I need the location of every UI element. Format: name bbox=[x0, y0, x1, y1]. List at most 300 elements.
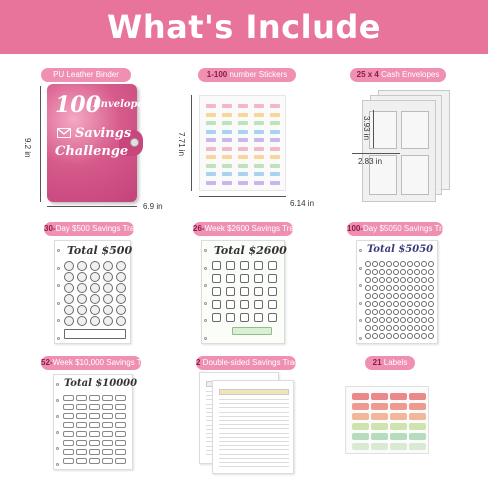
savings-coin bbox=[90, 305, 100, 315]
savings-badge bbox=[240, 287, 249, 296]
label-sticker bbox=[390, 393, 407, 400]
table-row-line bbox=[219, 466, 289, 467]
savings-badge bbox=[212, 261, 221, 270]
savings-cell bbox=[102, 458, 113, 464]
savings-coin bbox=[64, 283, 74, 293]
number-sticker bbox=[254, 130, 264, 134]
label-sticker bbox=[390, 433, 407, 440]
binder-hole bbox=[204, 284, 207, 287]
savings-cell bbox=[89, 458, 100, 464]
envelopes-height: 3.93 in bbox=[362, 116, 371, 141]
savings-cell bbox=[63, 449, 74, 455]
savings-dot bbox=[365, 269, 371, 275]
savings-cell bbox=[76, 422, 87, 428]
savings-dot bbox=[393, 277, 399, 283]
table-row-line bbox=[219, 412, 289, 413]
savings-cell bbox=[89, 431, 100, 437]
savings-dot bbox=[414, 269, 420, 275]
savings-cell bbox=[115, 431, 126, 437]
savings-dot bbox=[386, 317, 392, 323]
double-sided-sheet-front bbox=[212, 380, 294, 474]
savings-coin bbox=[90, 283, 100, 293]
savings-dot bbox=[421, 285, 427, 291]
savings-dot bbox=[428, 293, 434, 299]
binder-width-line bbox=[47, 206, 137, 207]
savings-dot bbox=[421, 325, 427, 331]
savings-dot bbox=[372, 293, 378, 299]
savings-dot bbox=[428, 277, 434, 283]
savings-dot bbox=[365, 333, 371, 339]
savings-dot bbox=[428, 301, 434, 307]
table-row-line bbox=[219, 445, 289, 446]
savings-dot bbox=[400, 277, 406, 283]
savings-dot bbox=[365, 325, 371, 331]
savings-badge bbox=[226, 261, 235, 270]
savings-dot bbox=[414, 277, 420, 283]
savings-dot bbox=[421, 317, 427, 323]
envelopes-label: 25 x 4 Cash Envelopes bbox=[350, 68, 446, 82]
label-sticker bbox=[371, 433, 388, 440]
binder-hole bbox=[359, 249, 362, 252]
table-row-line bbox=[219, 454, 289, 455]
savings-dot bbox=[400, 269, 406, 275]
savings-coin bbox=[64, 294, 74, 304]
savings-dot bbox=[421, 277, 427, 283]
savings-dot bbox=[393, 293, 399, 299]
savings-coin bbox=[103, 305, 113, 315]
label-sticker bbox=[409, 413, 426, 420]
number-sticker bbox=[206, 121, 216, 125]
label-sheet bbox=[345, 386, 429, 454]
page-title: What's Include bbox=[107, 8, 381, 46]
savings-dot bbox=[407, 333, 413, 339]
savings-badge bbox=[268, 287, 277, 296]
savings-cell bbox=[63, 440, 74, 446]
savings-cell bbox=[115, 449, 126, 455]
number-sticker bbox=[206, 155, 216, 159]
savings-dot bbox=[379, 269, 385, 275]
savings-dot bbox=[428, 309, 434, 315]
number-sticker bbox=[238, 130, 248, 134]
savings-dot bbox=[372, 261, 378, 267]
savings-dot bbox=[407, 293, 413, 299]
tracker-500-sheet bbox=[54, 240, 131, 344]
savings-coin bbox=[77, 283, 87, 293]
number-sticker bbox=[222, 104, 232, 108]
savings-coin bbox=[116, 316, 126, 326]
savings-dot bbox=[372, 269, 378, 275]
table-row-line bbox=[219, 428, 289, 429]
savings-dot bbox=[428, 333, 434, 339]
savings-dot bbox=[372, 301, 378, 307]
savings-dot bbox=[414, 333, 420, 339]
savings-cell bbox=[89, 449, 100, 455]
savings-coin bbox=[77, 261, 87, 271]
savings-dot bbox=[414, 285, 420, 291]
label-sticker bbox=[352, 413, 369, 420]
savings-dot bbox=[400, 325, 406, 331]
savings-dot bbox=[379, 325, 385, 331]
savings-cell bbox=[102, 440, 113, 446]
double-sided-label: 2 Double-sided Savings Trackers bbox=[196, 356, 296, 370]
label-sticker bbox=[390, 403, 407, 410]
savings-dot bbox=[407, 285, 413, 291]
savings-dot bbox=[379, 333, 385, 339]
savings-dot bbox=[400, 293, 406, 299]
savings-dot bbox=[372, 333, 378, 339]
savings-dot bbox=[414, 317, 420, 323]
savings-dot bbox=[414, 325, 420, 331]
stickers-width-line bbox=[199, 196, 286, 197]
savings-dot bbox=[421, 333, 427, 339]
envelopes-height-line bbox=[373, 110, 374, 148]
savings-dot bbox=[379, 301, 385, 307]
binder-hole bbox=[204, 319, 207, 322]
tracker-10000-label: 52-Week $10,000 Savings Tracker bbox=[41, 356, 141, 370]
number-sticker bbox=[270, 130, 280, 134]
savings-dot bbox=[407, 309, 413, 315]
table-row-line bbox=[219, 462, 289, 463]
savings-cell bbox=[115, 440, 126, 446]
binder-hole bbox=[56, 463, 59, 466]
savings-dot bbox=[386, 301, 392, 307]
savings-coin bbox=[116, 294, 126, 304]
savings-dot bbox=[400, 261, 406, 267]
binder-width: 6.9 in bbox=[143, 202, 163, 211]
savings-coin bbox=[103, 283, 113, 293]
savings-dot bbox=[365, 309, 371, 315]
savings-dot bbox=[365, 261, 371, 267]
savings-cell bbox=[115, 422, 126, 428]
sticker-sheet bbox=[199, 95, 286, 191]
savings-cell bbox=[102, 404, 113, 410]
savings-dot bbox=[421, 293, 427, 299]
savings-cell bbox=[63, 431, 74, 437]
envelope-pocket-4 bbox=[401, 155, 429, 195]
envelope-icon bbox=[57, 128, 71, 138]
binder-hole bbox=[57, 249, 60, 252]
number-sticker bbox=[270, 138, 280, 142]
number-sticker bbox=[238, 155, 248, 159]
savings-cell bbox=[76, 404, 87, 410]
savings-cell bbox=[115, 413, 126, 419]
savings-coin bbox=[116, 261, 126, 271]
savings-dot bbox=[421, 301, 427, 307]
tracker-10000-title: Total $10000 bbox=[64, 378, 138, 389]
label-sticker bbox=[390, 443, 407, 450]
number-sticker bbox=[238, 138, 248, 142]
tracker-5050-sheet bbox=[356, 240, 438, 344]
label-sticker bbox=[371, 443, 388, 450]
binder-hole bbox=[359, 267, 362, 270]
challenge-box bbox=[64, 329, 126, 339]
binder-height-line bbox=[40, 86, 41, 202]
savings-badge bbox=[226, 300, 235, 309]
table-row-line bbox=[219, 416, 289, 417]
tracker-5050-title: Total $5050 bbox=[367, 244, 434, 255]
savings-dot bbox=[379, 285, 385, 291]
tracker-2600-sheet bbox=[201, 240, 285, 344]
number-sticker bbox=[238, 172, 248, 176]
label-sticker bbox=[352, 423, 369, 430]
label-sticker bbox=[371, 403, 388, 410]
savings-badge bbox=[226, 287, 235, 296]
savings-dot bbox=[386, 293, 392, 299]
savings-coin bbox=[64, 316, 74, 326]
savings-cell bbox=[89, 440, 100, 446]
binder-hole bbox=[56, 415, 59, 418]
savings-coin bbox=[116, 283, 126, 293]
savings-cell bbox=[63, 395, 74, 401]
number-sticker bbox=[222, 164, 232, 168]
notes-box bbox=[232, 327, 272, 335]
tracker-2600-title: Total $2600 bbox=[214, 244, 287, 257]
savings-cell bbox=[102, 413, 113, 419]
savings-coin bbox=[77, 272, 87, 282]
label-sticker bbox=[371, 393, 388, 400]
savings-cell bbox=[76, 431, 87, 437]
savings-badge bbox=[240, 274, 249, 283]
stickers-height-line bbox=[191, 95, 192, 191]
savings-dot bbox=[407, 261, 413, 267]
binder-hole bbox=[57, 284, 60, 287]
binder-hole bbox=[359, 337, 362, 340]
binder-hole bbox=[204, 337, 207, 340]
binder-hole bbox=[359, 319, 362, 322]
savings-dot bbox=[379, 293, 385, 299]
number-sticker bbox=[222, 121, 232, 125]
label-sticker bbox=[390, 423, 407, 430]
savings-dot bbox=[407, 277, 413, 283]
number-sticker bbox=[254, 172, 264, 176]
savings-coin bbox=[64, 272, 74, 282]
savings-badge bbox=[268, 300, 277, 309]
savings-badge bbox=[254, 300, 263, 309]
savings-coin bbox=[103, 294, 113, 304]
stickers-height: 7.71 in bbox=[177, 132, 186, 157]
savings-dot bbox=[400, 333, 406, 339]
binder-hole bbox=[359, 302, 362, 305]
savings-dot bbox=[372, 285, 378, 291]
savings-coin bbox=[90, 272, 100, 282]
snap-button-icon bbox=[130, 138, 139, 147]
savings-coin bbox=[77, 305, 87, 315]
number-sticker bbox=[206, 164, 216, 168]
number-sticker bbox=[238, 181, 248, 185]
savings-cell bbox=[89, 404, 100, 410]
number-sticker bbox=[238, 164, 248, 168]
savings-cell bbox=[115, 404, 126, 410]
savings-dot bbox=[400, 309, 406, 315]
savings-dot bbox=[428, 261, 434, 267]
binder-hole bbox=[56, 447, 59, 450]
savings-dot bbox=[386, 285, 392, 291]
savings-dot bbox=[428, 317, 434, 323]
label-sticker bbox=[409, 403, 426, 410]
table-row-line bbox=[219, 403, 289, 404]
savings-coin bbox=[116, 305, 126, 315]
savings-cell bbox=[102, 431, 113, 437]
number-sticker bbox=[270, 113, 280, 117]
savings-coin bbox=[103, 316, 113, 326]
binder-label: PU Leather Binder bbox=[41, 68, 131, 82]
savings-dot bbox=[414, 301, 420, 307]
savings-cell bbox=[76, 395, 87, 401]
label-sticker bbox=[409, 423, 426, 430]
number-sticker bbox=[206, 130, 216, 134]
stickers-width: 6.14 in bbox=[290, 199, 315, 208]
savings-dot bbox=[400, 317, 406, 323]
number-sticker bbox=[254, 164, 264, 168]
number-sticker bbox=[222, 172, 232, 176]
number-sticker bbox=[238, 113, 248, 117]
savings-cell bbox=[63, 404, 74, 410]
tracker-500-title: Total $500 bbox=[67, 244, 133, 257]
savings-badge bbox=[254, 274, 263, 283]
number-sticker bbox=[254, 155, 264, 159]
savings-dot bbox=[421, 269, 427, 275]
binder-hole bbox=[57, 267, 60, 270]
savings-cell bbox=[76, 449, 87, 455]
savings-dot bbox=[428, 325, 434, 331]
savings-dot bbox=[386, 269, 392, 275]
savings-dot bbox=[428, 285, 434, 291]
number-sticker bbox=[270, 164, 280, 168]
savings-badge bbox=[226, 274, 235, 283]
savings-badge bbox=[268, 261, 277, 270]
savings-dot bbox=[372, 325, 378, 331]
binder-hole bbox=[204, 302, 207, 305]
savings-cell bbox=[102, 395, 113, 401]
binder-cover-number: 100 bbox=[55, 92, 101, 118]
savings-dot bbox=[365, 285, 371, 291]
savings-badge bbox=[268, 274, 277, 283]
savings-cell bbox=[63, 422, 74, 428]
binder-hole bbox=[204, 267, 207, 270]
number-sticker bbox=[222, 138, 232, 142]
binder-hole bbox=[57, 302, 60, 305]
savings-coin bbox=[103, 261, 113, 271]
savings-dot bbox=[407, 317, 413, 323]
savings-cell bbox=[89, 422, 100, 428]
savings-dot bbox=[379, 277, 385, 283]
table-row-line bbox=[219, 433, 289, 434]
savings-dot bbox=[386, 325, 392, 331]
number-sticker bbox=[254, 181, 264, 185]
savings-badge bbox=[240, 313, 249, 322]
label-sticker bbox=[352, 403, 369, 410]
savings-dot bbox=[400, 301, 406, 307]
savings-badge bbox=[226, 313, 235, 322]
savings-dot bbox=[407, 269, 413, 275]
table-row-line bbox=[219, 420, 289, 421]
savings-badge bbox=[254, 287, 263, 296]
savings-dot bbox=[393, 301, 399, 307]
savings-badge bbox=[212, 287, 221, 296]
savings-badge bbox=[268, 313, 277, 322]
number-sticker bbox=[206, 181, 216, 185]
savings-dot bbox=[386, 277, 392, 283]
label-sticker bbox=[352, 433, 369, 440]
envelopes-width-line bbox=[352, 153, 400, 154]
table-row-line bbox=[219, 437, 289, 438]
label-sticker bbox=[390, 413, 407, 420]
savings-dot bbox=[372, 277, 378, 283]
table-row-line bbox=[219, 424, 289, 425]
savings-dot bbox=[393, 261, 399, 267]
table-row-line bbox=[219, 458, 289, 459]
table-header bbox=[219, 389, 289, 395]
savings-cell bbox=[102, 449, 113, 455]
savings-dot bbox=[393, 325, 399, 331]
tracker-5050-label: 100-Day $5050 Savings Tracker bbox=[347, 222, 443, 236]
binder-hole bbox=[56, 383, 59, 386]
savings-dot bbox=[365, 293, 371, 299]
label-sticker bbox=[409, 393, 426, 400]
savings-badge bbox=[240, 300, 249, 309]
envelopes-width: 2.83 in bbox=[358, 157, 383, 166]
savings-dot bbox=[393, 269, 399, 275]
savings-coin bbox=[64, 261, 74, 271]
savings-cell bbox=[102, 422, 113, 428]
savings-coin bbox=[77, 294, 87, 304]
savings-dot bbox=[386, 309, 392, 315]
header-banner bbox=[0, 0, 488, 54]
savings-cell bbox=[76, 440, 87, 446]
binder-hole bbox=[57, 319, 60, 322]
savings-dot bbox=[407, 325, 413, 331]
binder-hole bbox=[57, 337, 60, 340]
number-sticker bbox=[222, 155, 232, 159]
binder-cover-challenge: Challenge bbox=[55, 144, 129, 159]
number-sticker bbox=[254, 138, 264, 142]
number-sticker bbox=[222, 147, 232, 151]
label-sticker bbox=[352, 443, 369, 450]
label-sticker bbox=[409, 433, 426, 440]
binder-hole bbox=[359, 284, 362, 287]
number-sticker bbox=[254, 147, 264, 151]
number-sticker bbox=[238, 147, 248, 151]
savings-dot bbox=[393, 333, 399, 339]
tracker-2600-label: 26-Week $2600 Savings Tracker bbox=[193, 222, 293, 236]
savings-dot bbox=[372, 309, 378, 315]
number-sticker bbox=[254, 104, 264, 108]
savings-cell bbox=[115, 395, 126, 401]
number-sticker bbox=[254, 113, 264, 117]
savings-dot bbox=[414, 261, 420, 267]
table-row-line bbox=[219, 449, 289, 450]
binder-cover-savings: Savings bbox=[75, 126, 132, 141]
savings-coin bbox=[77, 316, 87, 326]
number-sticker bbox=[206, 172, 216, 176]
binder-image bbox=[47, 84, 144, 202]
savings-dot bbox=[428, 269, 434, 275]
number-sticker bbox=[206, 138, 216, 142]
binder-hole bbox=[56, 431, 59, 434]
binder-height: 9.2 in bbox=[23, 138, 32, 158]
label-sticker bbox=[352, 393, 369, 400]
label-sticker bbox=[371, 423, 388, 430]
envelope-pocket-2 bbox=[401, 111, 429, 149]
savings-badge bbox=[254, 261, 263, 270]
number-sticker bbox=[270, 181, 280, 185]
savings-badge bbox=[240, 261, 249, 270]
savings-dot bbox=[407, 301, 413, 307]
savings-coin bbox=[90, 261, 100, 271]
number-sticker bbox=[222, 181, 232, 185]
number-sticker bbox=[238, 121, 248, 125]
savings-dot bbox=[365, 277, 371, 283]
